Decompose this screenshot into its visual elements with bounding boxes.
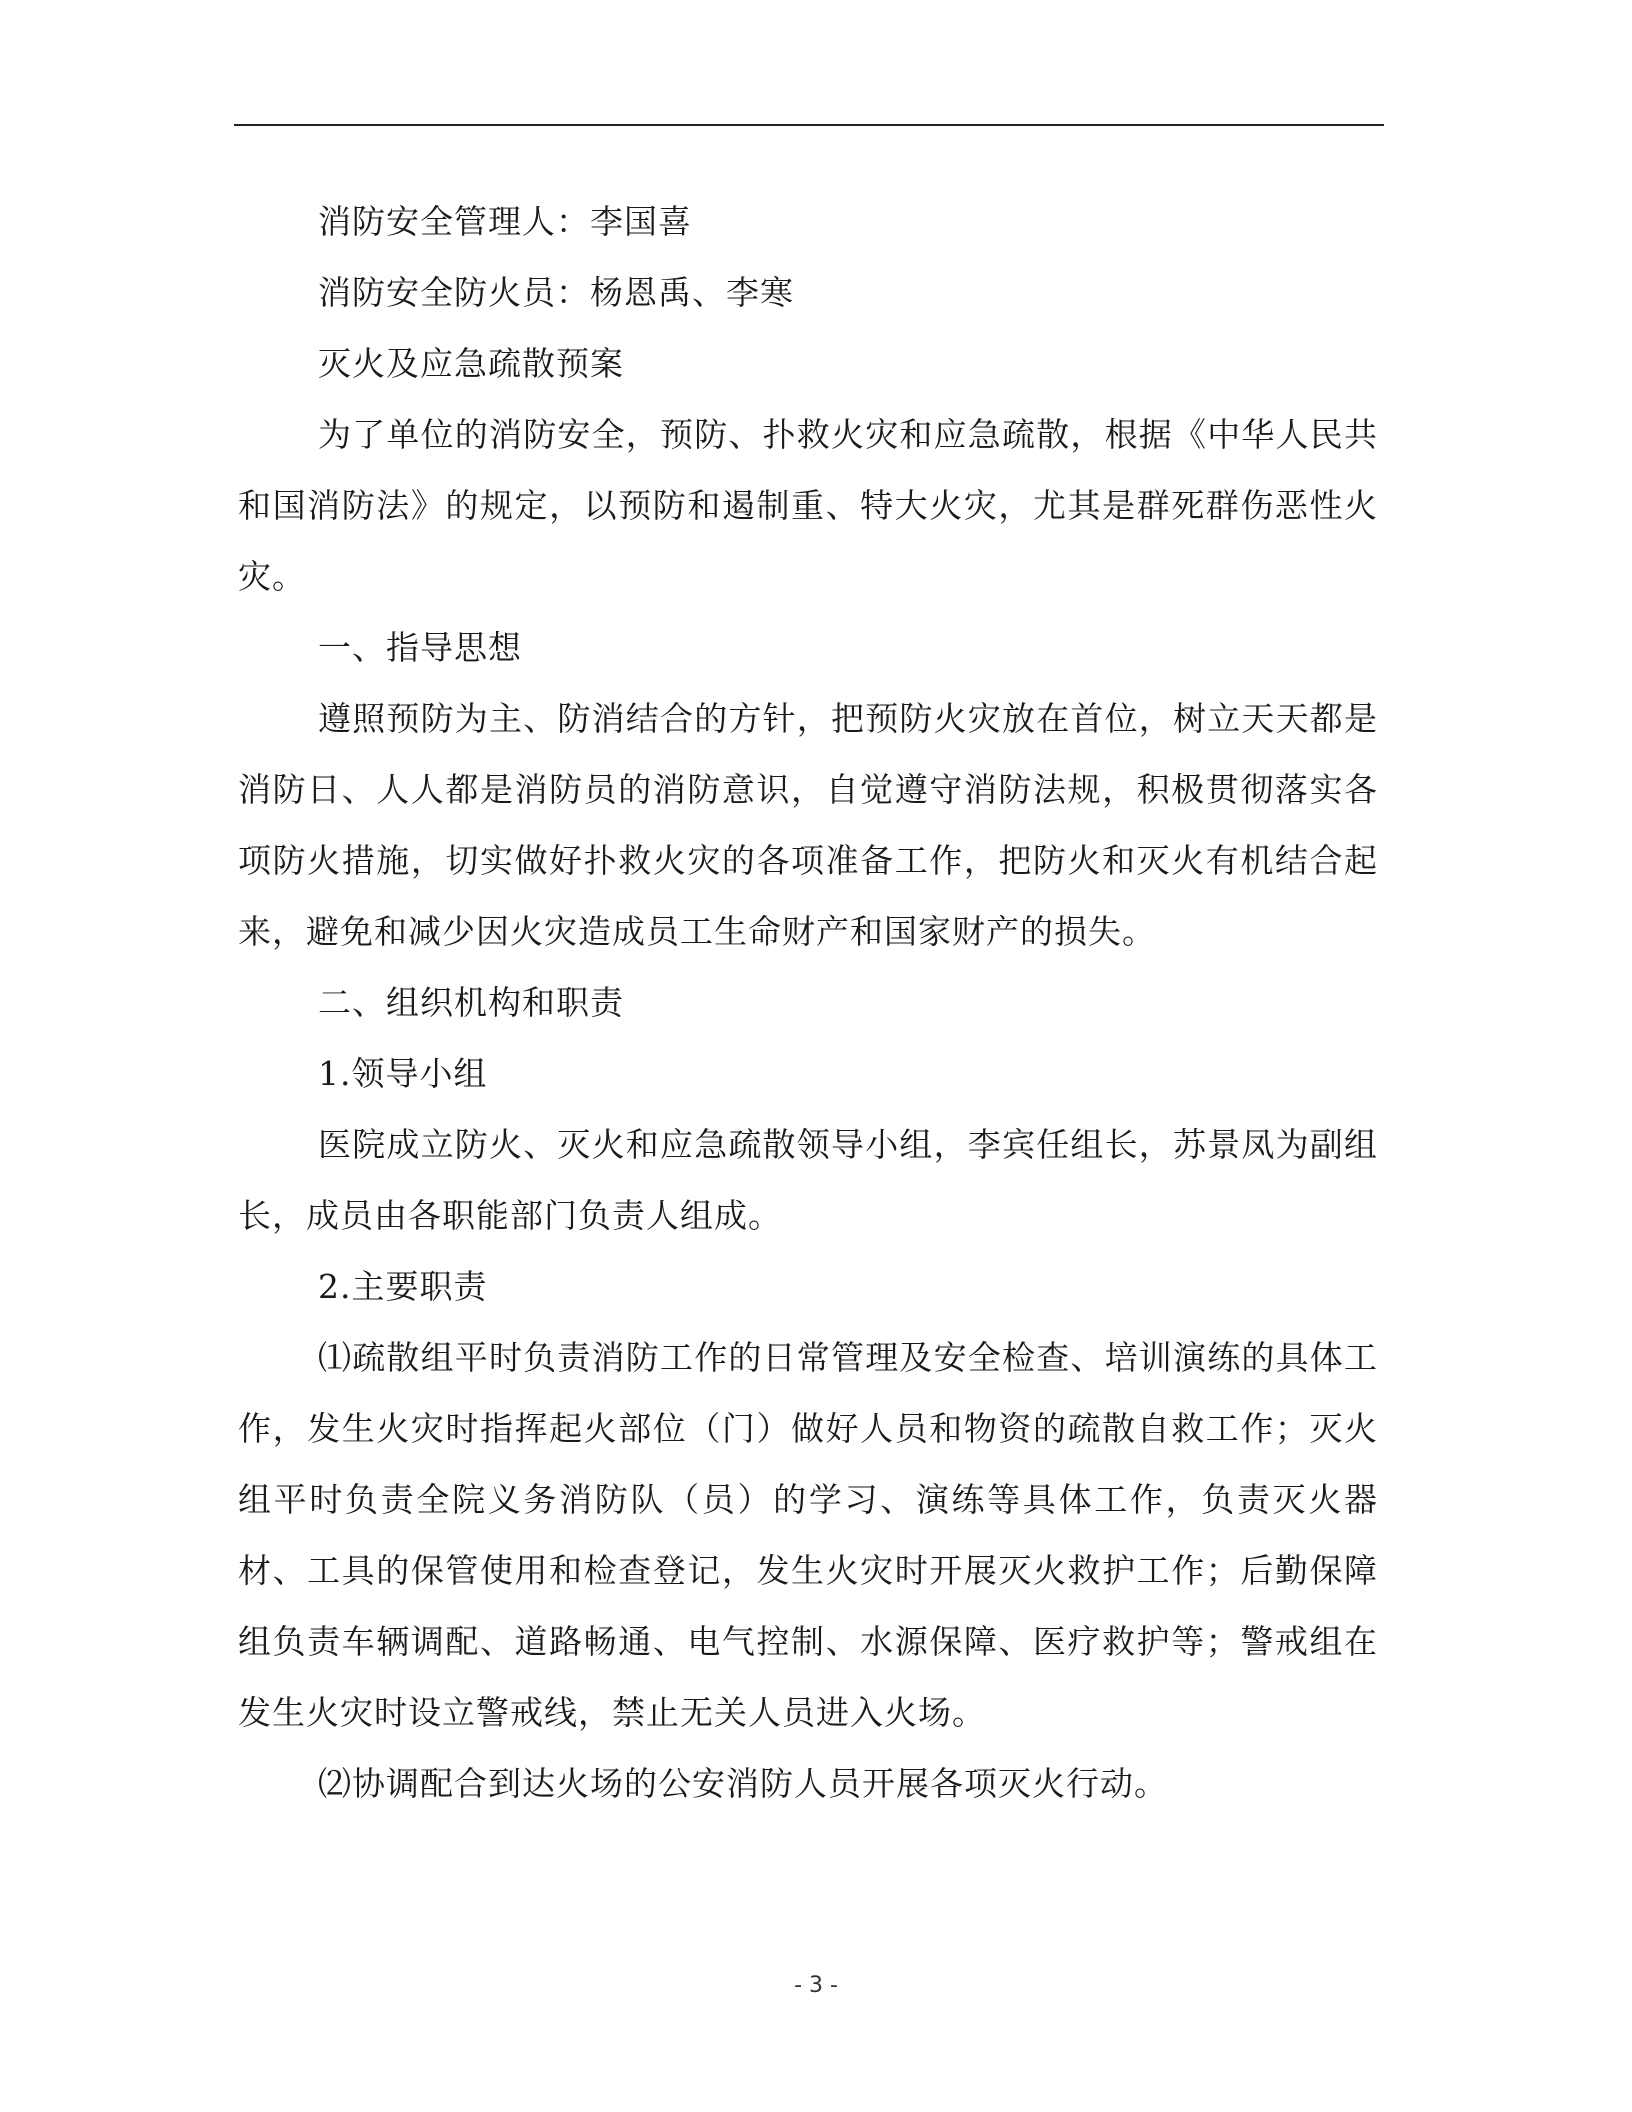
section-heading-organization: 二、组织机构和职责 bbox=[318, 983, 624, 1022]
paragraph-intro: 为了单位的消防安全，预防、扑救火灾和应急疏散，根据《中华人民共和国消防法》的规定，以预防和遏制重、特大火灾，尤其是群死群伤恶性火灾。 bbox=[238, 415, 1378, 596]
paragraph-leading-group: 医院成立防火、灭火和应急疏散领导小组，李宾任组长，苏景凤为副组长，成员由各职能部门负责人组成。 bbox=[238, 1125, 1378, 1235]
paragraph-fire-officers: 消防安全防火员：杨恩禹、李寒 bbox=[318, 273, 794, 312]
document-body bbox=[238, 186, 1378, 1819]
section-heading-guiding-principle: 一、指导思想 bbox=[318, 628, 522, 667]
paragraph-duty-1: ⑴疏散组平时负责消防工作的日常管理及安全检查、培训演练的具体工作，发生火灾时指挥起火部位（门）做好人员和物资的疏散自救工作；灭火组平时负责全院义务消防队（员）的学习、演练等具体工作，负责灭火器材、工具的保管使用和检查登记，发生火灾时开展灭火救护工作；后勤保障组负责车辆调配、道路畅通、电气控制、水源保障、医疗救护等；警戒组在发生火灾时设立警戒线，禁止无关人员进入火场。 bbox=[238, 1338, 1378, 1732]
paragraph-duty-2: ⑵协调配合到达火场的公安消防人员开展各项灭火行动。 bbox=[318, 1764, 1168, 1803]
subheading-leading-group: 1.领导小组 bbox=[318, 1054, 488, 1093]
subheading-main-duties: 2.主要职责 bbox=[318, 1267, 488, 1306]
paragraph-plan-title: 灭火及应急疏散预案 bbox=[318, 344, 624, 383]
paragraph-guiding-principle: 遵照预防为主、防消结合的方针，把预防火灾放在首位，树立天天都是消防日、人人都是消防员的消防意识，自觉遵守消防法规，积极贯彻落实各项防火措施，切实做好扑救火灾的各项准备工作，把防火和灭火有机结合起来，避免和减少因火灾造成员工生命财产和国家财产的损失。 bbox=[238, 699, 1378, 951]
paragraph-safety-manager: 消防安全管理人：李国喜 bbox=[318, 202, 692, 241]
header-rule bbox=[234, 124, 1384, 126]
page-number: - 3 - bbox=[794, 1973, 838, 1998]
